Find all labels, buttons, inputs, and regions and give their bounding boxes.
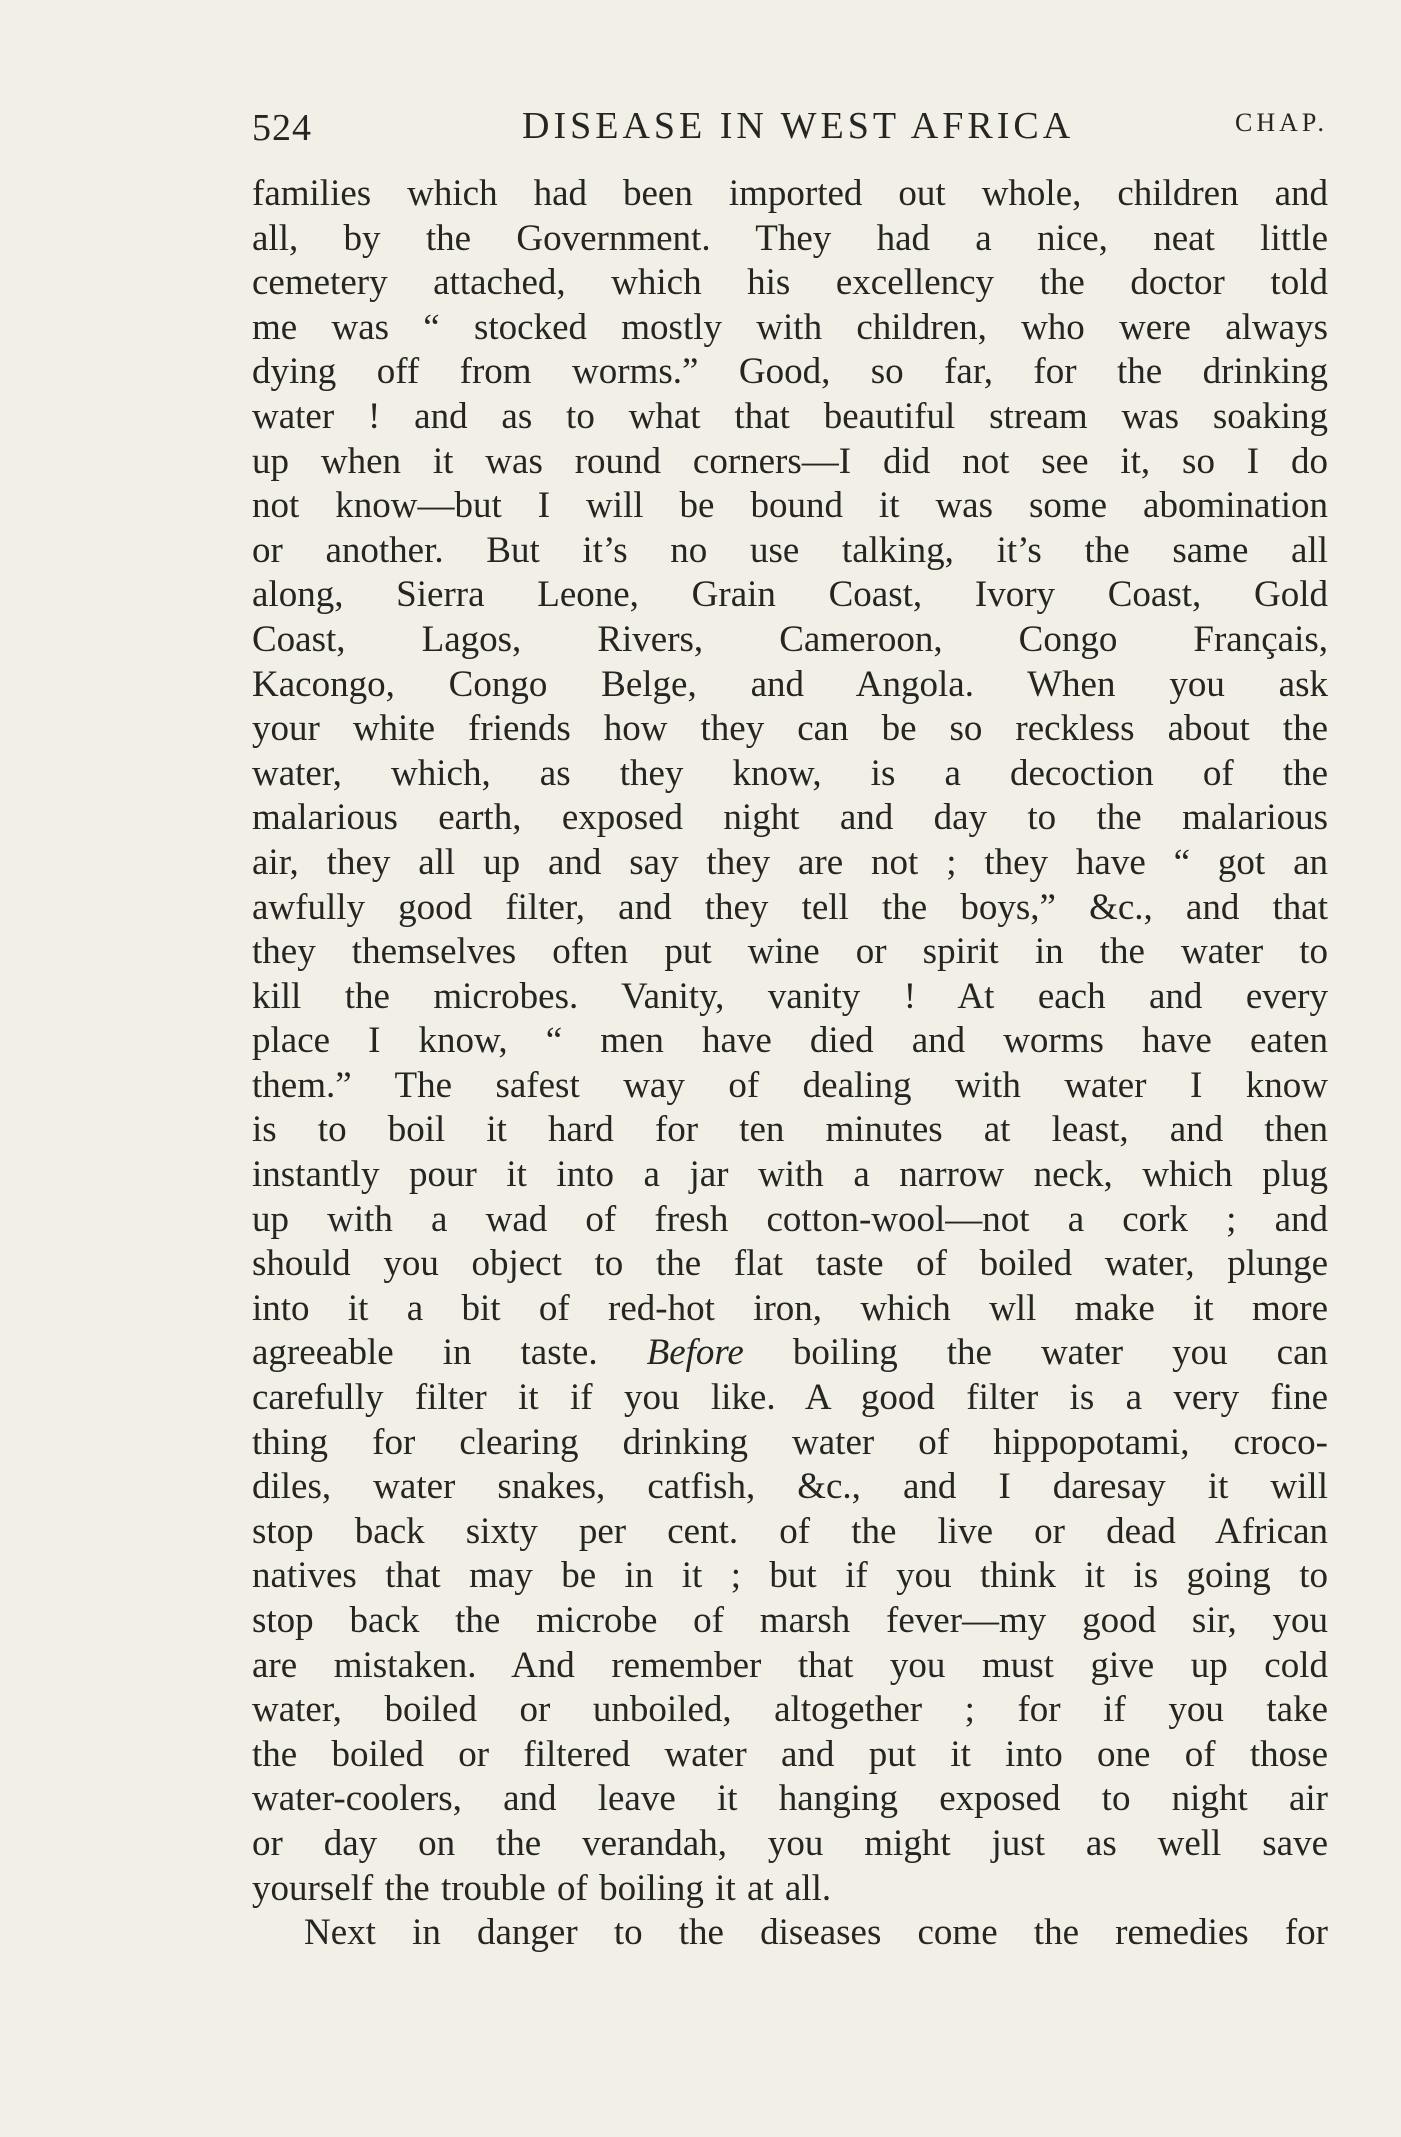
text-line-8: not know—but I will be bound it was some abomination [252, 485, 1328, 527]
text-line-31: stop back sixty per cent. of the live or dead African [252, 1510, 1328, 1552]
text-line-5: dying off from worms.” Good, so far, for the drinking [252, 351, 1328, 393]
text-line-35: water, boiled or unboiled, altogether ; for if you take [252, 1689, 1328, 1731]
text-line-27-post: boiling the water you can [743, 1332, 1328, 1374]
text-line-6: water ! and as to what that beautiful stream was soaking [252, 395, 1328, 437]
text-line-14: water, which, as they know, is a decoction of the [252, 752, 1328, 794]
text-line-33: stop back the microbe of marsh fever—my good sir, you [252, 1600, 1328, 1641]
text-line-30: diles, water snakes, catfish, &c., and I daresay it will [252, 1466, 1328, 1508]
text-line-32: natives that may be in it ; but if you think it is going to [252, 1555, 1328, 1597]
text-line-15: malarious earth, exposed night and day to the malarious [252, 797, 1328, 839]
text-line-18: they themselves often put wine or spirit in the water to [252, 931, 1328, 973]
text-line-38: or day on the verandah, you might just as well save [252, 1822, 1328, 1864]
page-number: 524 [252, 107, 312, 149]
text-line-9: or another. But it’s no use talking, it’s the same all [252, 529, 1328, 571]
text-line-27-pre: agreeable in taste. [252, 1332, 647, 1374]
text-line-26: into it a bit of red-hot iron, which wll make it more [252, 1287, 1328, 1329]
text-line-29: thing for clearing drinking water of hippopotami, croco- [252, 1421, 1328, 1463]
running-title: DISEASE IN WEST AFRICA [522, 105, 1075, 147]
text-line-37: water-coolers, and leave it hanging exposed to night air [252, 1778, 1328, 1820]
running-head [252, 96, 1328, 152]
text-line-12: Kacongo, Congo Belge, and Angola. When you ask [252, 663, 1328, 705]
text-line-19: kill the microbes. Vanity, vanity ! At each and every [252, 975, 1328, 1017]
text-line-4: me was “ stocked mostly with children, who were always [252, 306, 1328, 348]
text-line-16: air, they all up and say they are not ; they have “ got an [252, 841, 1328, 883]
text-line-13: your white friends how they can be so reckless about the [252, 708, 1328, 750]
text-line-28: carefully filter it if you like. A good filter is a very fine [252, 1377, 1328, 1419]
text-line-27-italic: Before [646, 1332, 744, 1374]
text-line-27 [252, 1331, 1328, 1376]
text-line-36: the boiled or filtered water and put it into one of those [252, 1733, 1328, 1775]
text-line-23: instantly pour it into a jar with a narrow neck, which plug [252, 1154, 1328, 1196]
text-line-10: along, Sierra Leone, Grain Coast, Ivory Coast, Gold [252, 574, 1328, 616]
chapter-label: CHAP. [1235, 108, 1328, 137]
text-line-7: up when it was round corners—I did not see it, so I do [252, 440, 1328, 482]
text-line-25: should you object to the flat taste of boiled water, plunge [252, 1243, 1328, 1285]
text-line-1: families which had been imported out whole, children and [252, 173, 1328, 214]
text-line-17: awfully good filter, and they tell the boys,” &c., and that [252, 886, 1328, 928]
text-line-22: is to boil it hard for ten minutes at least, and then [252, 1109, 1328, 1151]
body-text [252, 172, 1328, 1956]
text-line-39: yourself the trouble of boiling it at all. [252, 1867, 832, 1909]
text-line-20: place I know, “ men have died and worms have eaten [252, 1020, 1328, 1062]
text-line-21: them.” The safest way of dealing with water I know [252, 1064, 1328, 1106]
text-line-34: are mistaken. And remember that you must give up cold [252, 1644, 1328, 1686]
text-line-11: Coast, Lagos, Rivers, Cameroon, Congo Français, [252, 618, 1328, 660]
text-line-3: cemetery attached, which his excellency the doctor told [252, 262, 1328, 304]
text-line-24: up with a wad of fresh cotton-wool—not a cork ; and [252, 1198, 1328, 1240]
text-line-2: all, by the Government. They had a nice, neat little [252, 217, 1328, 259]
text-line-40: Next in danger to the diseases come the remedies for [304, 1912, 1328, 1954]
